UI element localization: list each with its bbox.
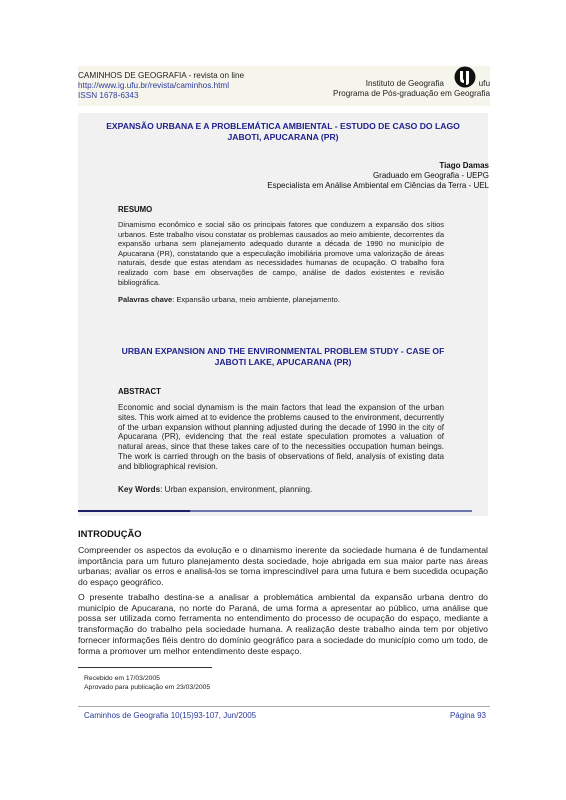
section-divider-dark: [78, 510, 190, 512]
footnote-approved: Aprovado para publicação em 23/03/2005: [84, 684, 211, 691]
intro-heading: INTRODUÇÃO: [78, 528, 142, 539]
institute-name: Instituto de Geografia: [365, 79, 444, 88]
issn: ISSN 1678-6343: [78, 91, 139, 100]
palavras-chave: [118, 295, 340, 304]
journal-name: CAMINHOS DE GEOGRAFIA - revista on line: [78, 71, 245, 80]
resumo-heading: RESUMO: [118, 205, 153, 214]
intro-paragraph-2: O presente trabalho destina-se a analisar a problemática ambiental da expansão urbana dentro do município de Apucarana, no norte do Paraná, de uma forma a apresentar ao público, uma análise que possa ser utilizada como ferramenta no entendimento do processo de ocupação do espaço, mediante a transformação do trabalho pela sociedade humana. A realização deste trabalho ainda tem por objetivo fornecer informações fiéis dentro do domínio geográfico para a sociedade do município como um todo, de forma a promover um melhor entendimento deste espaço.: [78, 592, 488, 656]
resumo-text: Dinamismo econômico e social são os principais fatores que conduzem a expansão dos sítios urbanos. Este trabalho visou constatar os problemas causados ao meio ambiente, decorrentes da expansão urbana sem planejamento adequado durante a década de 1990 no município de Apucarana (PR), constatando que a especulação imobiliária promove uma valorização de áreas naturais, desde que estas atendam as necessidades humanas de ocupação. O trabalho fora realizado com base em observações de campo, análise de dados existentes e revisão bibliográfica.: [118, 220, 444, 287]
footer-page-number: Página 93: [449, 711, 486, 720]
author-name: Tiago Damas: [439, 161, 489, 170]
program-name: Programa de Pós-graduação em Geografia: [332, 89, 490, 98]
author-affiliation-2: Especialista em Análise Ambiental em Ciências da Terra - UEL: [267, 181, 489, 191]
author-block: [267, 161, 489, 192]
footnote-divider: [78, 667, 212, 668]
section-divider-light: [190, 510, 472, 512]
palavras-chave-text: : Expansão urbana, meio ambiente, planejamento.: [172, 295, 340, 304]
ufu-label: ufu: [478, 79, 490, 88]
keywords: [118, 485, 312, 494]
keywords-text: : Urban expansion, environment, planning.: [160, 485, 313, 494]
page-header: [78, 66, 490, 106]
title-english: URBAN EXPANSION AND THE ENVIRONMENTAL PROBLEM STUDY - CASE OF JABOTI LAKE, APUCARANA (PR): [121, 346, 445, 367]
ufu-logo-icon: [454, 66, 476, 88]
journal-url-link[interactable]: http://www.ig.ufu.br/revista/caminhos.html: [78, 81, 230, 90]
palavras-chave-label: Palavras chave: [118, 295, 173, 304]
keywords-label: Key Words: [118, 485, 161, 494]
title-portuguese: EXPANSÃO URBANA E A PROBLEMÁTICA AMBIENTAL - ESTUDO DE CASO DO LAGO JABOTI, APUCARANA (PR): [106, 121, 460, 142]
abstract-text: Economic and social dynamism is the main factors that lead the expansion of the urban sites. This work aimed at to evidence the problems caused to the environment, decurrently of the urban expansion without planning adjusted during the decade of 1990 in the city of Apucarana (PR), evidencing that the real estate speculation promotes a valuation of natural areas, since that these takes care of to the necessities occupation human beings. The work is carried through on the basis of observations of field, analysis of existing data and bibliographical revision.: [118, 403, 444, 471]
footer-divider: [78, 706, 490, 707]
abstract-heading: ABSTRACT: [118, 387, 161, 396]
footer-citation: Caminhos de Geografia 10(15)93-107, Jun/2005: [84, 711, 257, 720]
footnote-received: Recebido em 17/03/2005: [84, 675, 160, 682]
author-affiliation-1: Graduado em Geografia - UEPG: [372, 171, 489, 181]
intro-paragraph-1: Compreender os aspectos da evolução e o dinamismo inerente da sociedade humana é de fundamental importância para um futuro planejamento desta sociedade, hoje abrigada em sua maior parte nas áreas urbanas; avaliar os erros e analisá-los se torna imprescindível para uma futura e bem sucedida ocupação do espaço geográfico.: [78, 545, 488, 588]
